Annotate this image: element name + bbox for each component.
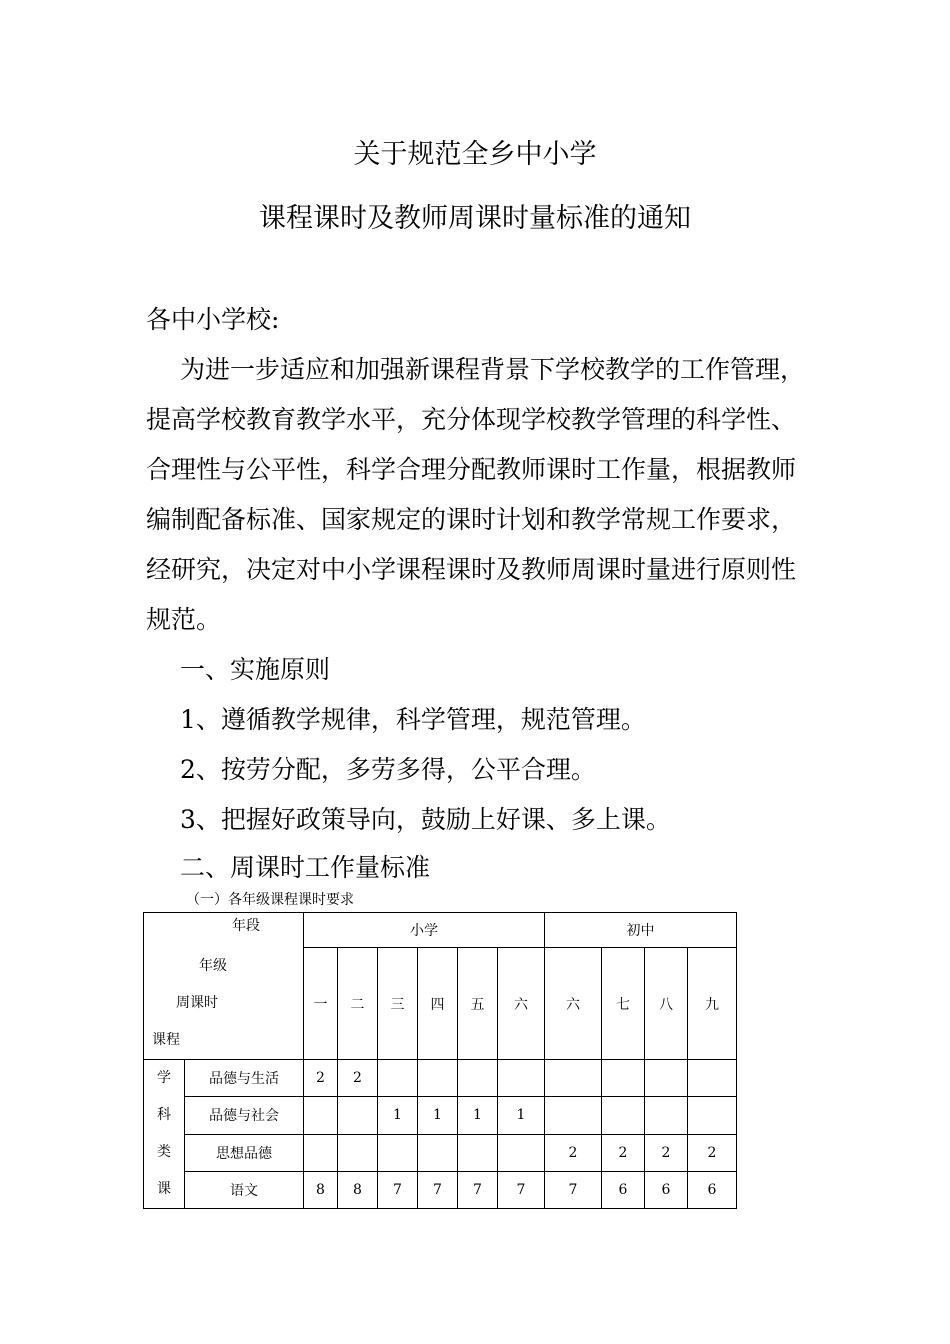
table-cell bbox=[304, 1134, 338, 1171]
table-cell: 7 bbox=[498, 1171, 545, 1208]
section-heading-2: 二、周课时工作量标准 bbox=[180, 853, 431, 882]
course-name: 语文 bbox=[185, 1171, 304, 1208]
table-cell: 1 bbox=[418, 1097, 458, 1134]
title-line-2: 课程课时及教师周课时量标准的通知 bbox=[259, 203, 691, 234]
table-cell bbox=[418, 1060, 458, 1097]
table-cell bbox=[645, 1060, 688, 1097]
table-cell: 6 bbox=[602, 1171, 645, 1208]
course-name: 品德与生活 bbox=[185, 1060, 304, 1097]
table-cell bbox=[498, 1060, 545, 1097]
grade-header: 六 bbox=[545, 948, 602, 1060]
table-cell: 2 bbox=[545, 1134, 602, 1171]
table-cell bbox=[338, 1097, 378, 1134]
body-line: 为进一步适应和加强新课程背景下学校教学的工作管理， bbox=[180, 355, 806, 384]
table-cell: 2 bbox=[688, 1134, 737, 1171]
table-cell: 2 bbox=[645, 1134, 688, 1171]
grade-header: 五 bbox=[458, 948, 498, 1060]
grade-header: 七 bbox=[602, 948, 645, 1060]
table-cell bbox=[458, 1134, 498, 1171]
grade-header: 九 bbox=[688, 948, 737, 1060]
table-cell: 6 bbox=[645, 1171, 688, 1208]
principle-item: 2、按劳分配，多劳多得，公平合理。 bbox=[180, 755, 596, 784]
table-cell bbox=[338, 1134, 378, 1171]
course-hours-table bbox=[143, 912, 737, 1209]
grade-header: 八 bbox=[645, 948, 688, 1060]
table-cell: 1 bbox=[498, 1097, 545, 1134]
table-cell: 6 bbox=[688, 1171, 737, 1208]
grade-header: 一 bbox=[304, 948, 338, 1060]
table-cell: 7 bbox=[418, 1171, 458, 1208]
table-cell: 8 bbox=[338, 1171, 378, 1208]
table-cell bbox=[688, 1097, 737, 1134]
body-line: 编制配备标准、国家规定的课时计划和教学常规工作要求， bbox=[146, 505, 797, 534]
grade-header: 六 bbox=[498, 948, 545, 1060]
table-cell bbox=[418, 1134, 458, 1171]
table-cell bbox=[498, 1134, 545, 1171]
title-line-1: 关于规范全乡中小学 bbox=[353, 139, 597, 170]
junior-header: 初中 bbox=[545, 913, 737, 948]
body-line: 规范。 bbox=[146, 605, 222, 634]
grade-header: 四 bbox=[418, 948, 458, 1060]
table-cell: 2 bbox=[338, 1060, 378, 1097]
header-corner bbox=[144, 913, 304, 1060]
table-cell bbox=[304, 1097, 338, 1134]
grade-header: 二 bbox=[338, 948, 378, 1060]
table-cell bbox=[458, 1060, 498, 1097]
table-cell bbox=[378, 1134, 418, 1171]
course-name: 品德与社会 bbox=[185, 1097, 304, 1134]
table-cell bbox=[545, 1097, 602, 1134]
principle-item: 1、遵循教学规律，科学管理，规范管理。 bbox=[180, 705, 646, 734]
corner-label: 年段 bbox=[232, 918, 260, 934]
group-char: 科 bbox=[157, 1107, 171, 1123]
principle-item: 3、把握好政策导向，鼓励上好课、多上课。 bbox=[180, 805, 671, 834]
table-cell bbox=[645, 1097, 688, 1134]
section-heading-1: 一、实施原则 bbox=[180, 655, 331, 684]
table-cell bbox=[545, 1060, 602, 1097]
group-char: 课 bbox=[157, 1181, 171, 1197]
table-cell bbox=[602, 1060, 645, 1097]
body-line: 经研究，决定对中小学课程课时及教师周课时量进行原则性 bbox=[146, 555, 797, 584]
table-cell: 2 bbox=[304, 1060, 338, 1097]
table-cell: 7 bbox=[378, 1171, 418, 1208]
table-cell: 7 bbox=[458, 1171, 498, 1208]
corner-label: 课程 bbox=[152, 1032, 180, 1048]
group-char: 类 bbox=[157, 1144, 171, 1160]
salutation: 各中小学校: bbox=[146, 305, 280, 334]
table-cell: 7 bbox=[545, 1171, 602, 1208]
table-cell bbox=[378, 1060, 418, 1097]
table-cell: 1 bbox=[458, 1097, 498, 1134]
group-char: 学 bbox=[157, 1070, 171, 1086]
table-cell: 1 bbox=[378, 1097, 418, 1134]
primary-header: 小学 bbox=[304, 913, 545, 948]
grade-header: 三 bbox=[378, 948, 418, 1060]
table-caption: （一）各年级课程课时要求 bbox=[186, 892, 354, 908]
table-cell bbox=[602, 1097, 645, 1134]
corner-label: 周课时 bbox=[176, 995, 218, 1011]
table-cell: 8 bbox=[304, 1171, 338, 1208]
body-line: 合理性与公平性，科学合理分配教师课时工作量，根据教师 bbox=[146, 455, 797, 484]
body-line: 提高学校教育教学水平，充分体现学校教学管理的科学性、 bbox=[146, 405, 797, 434]
corner-label: 年级 bbox=[199, 958, 227, 974]
group-label bbox=[144, 1060, 185, 1209]
course-name: 思想品德 bbox=[185, 1134, 304, 1171]
table-cell: 2 bbox=[602, 1134, 645, 1171]
table-cell bbox=[688, 1060, 737, 1097]
